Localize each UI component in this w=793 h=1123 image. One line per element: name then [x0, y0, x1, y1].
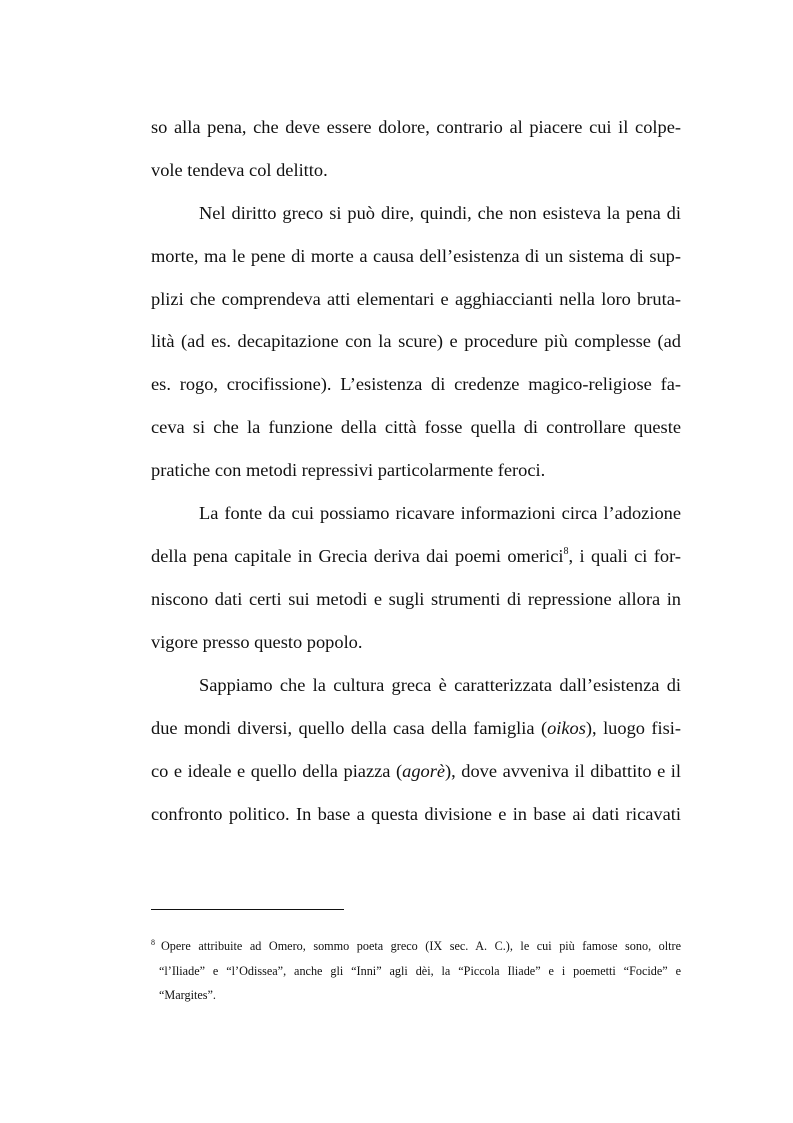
body-line: so alla pena, che deve essere dolore, contrario al piacere cui il colpe- — [151, 117, 681, 137]
body-text: ), luogo fisi- — [585, 718, 682, 738]
body-line: morte, ma le pene di morte a causa dell’esistenza di un sistema di sup- — [151, 246, 681, 266]
body-line: Nel diritto greco si può dire, quindi, che non esisteva la pena di — [199, 203, 681, 223]
footnote-separator — [151, 909, 344, 910]
body-line: niscono dati certi sui metodi e sugli strumenti di repressione allora in — [151, 589, 681, 609]
body-line — [151, 760, 681, 782]
body-text: , i quali ci for- — [568, 546, 681, 566]
body-line: confronto politico. In base a questa divisione e in base ai dati ricavati — [151, 804, 681, 824]
italic-term: agorè — [402, 761, 446, 781]
body-line: ceva si che la funzione della città fosse quella di controllare queste — [151, 417, 681, 437]
body-text: della pena capitale in Grecia deriva dai poemi omerici — [151, 546, 564, 566]
body-line: pratiche con metodi repressivi particolarmente feroci. — [151, 460, 546, 480]
footnote-line: “l’Iliade” e “l’Odissea”, anche gli “Inni” agli dèi, la “Piccola Iliade” e i poemetti “Focide” e — [159, 964, 681, 978]
body-line: Sappiamo che la cultura greca è caratterizzata dall’esistenza di — [199, 675, 681, 695]
body-text: ), dove avveniva il dibattito e il — [445, 761, 681, 781]
body-line: es. rogo, crocifissione). L’esistenza di credenze magico-religiose fa- — [151, 374, 681, 394]
body-line — [151, 717, 681, 739]
body-text: co e ideale e quello della piazza ( — [151, 761, 403, 781]
footnote-line: “Margites”. — [159, 988, 216, 1002]
body-line — [151, 545, 681, 571]
body-line: plizi che comprendeva atti elementari e agghiaccianti nella loro bruta- — [151, 289, 681, 309]
footnote-mark: 8 — [151, 938, 155, 947]
body-line: vole tendeva col delitto. — [151, 160, 328, 180]
body-text: due mondi diversi, quello della casa della famiglia ( — [151, 718, 548, 738]
body-line: La fonte da cui possiamo ricavare informazioni circa l’adozione — [199, 503, 681, 523]
footnote-line — [151, 938, 681, 956]
footnote-text: Opere attribuite ad Omero, sommo poeta greco (IX sec. A. C.), le cui più famose sono, oltre — [161, 939, 681, 953]
footnote-reference[interactable]: 8 — [563, 546, 569, 557]
body-line: lità (ad es. decapitazione con la scure) e procedure più complesse (ad — [151, 331, 681, 351]
body-line: vigore presso questo popolo. — [151, 632, 363, 652]
italic-term: oikos — [547, 718, 586, 738]
